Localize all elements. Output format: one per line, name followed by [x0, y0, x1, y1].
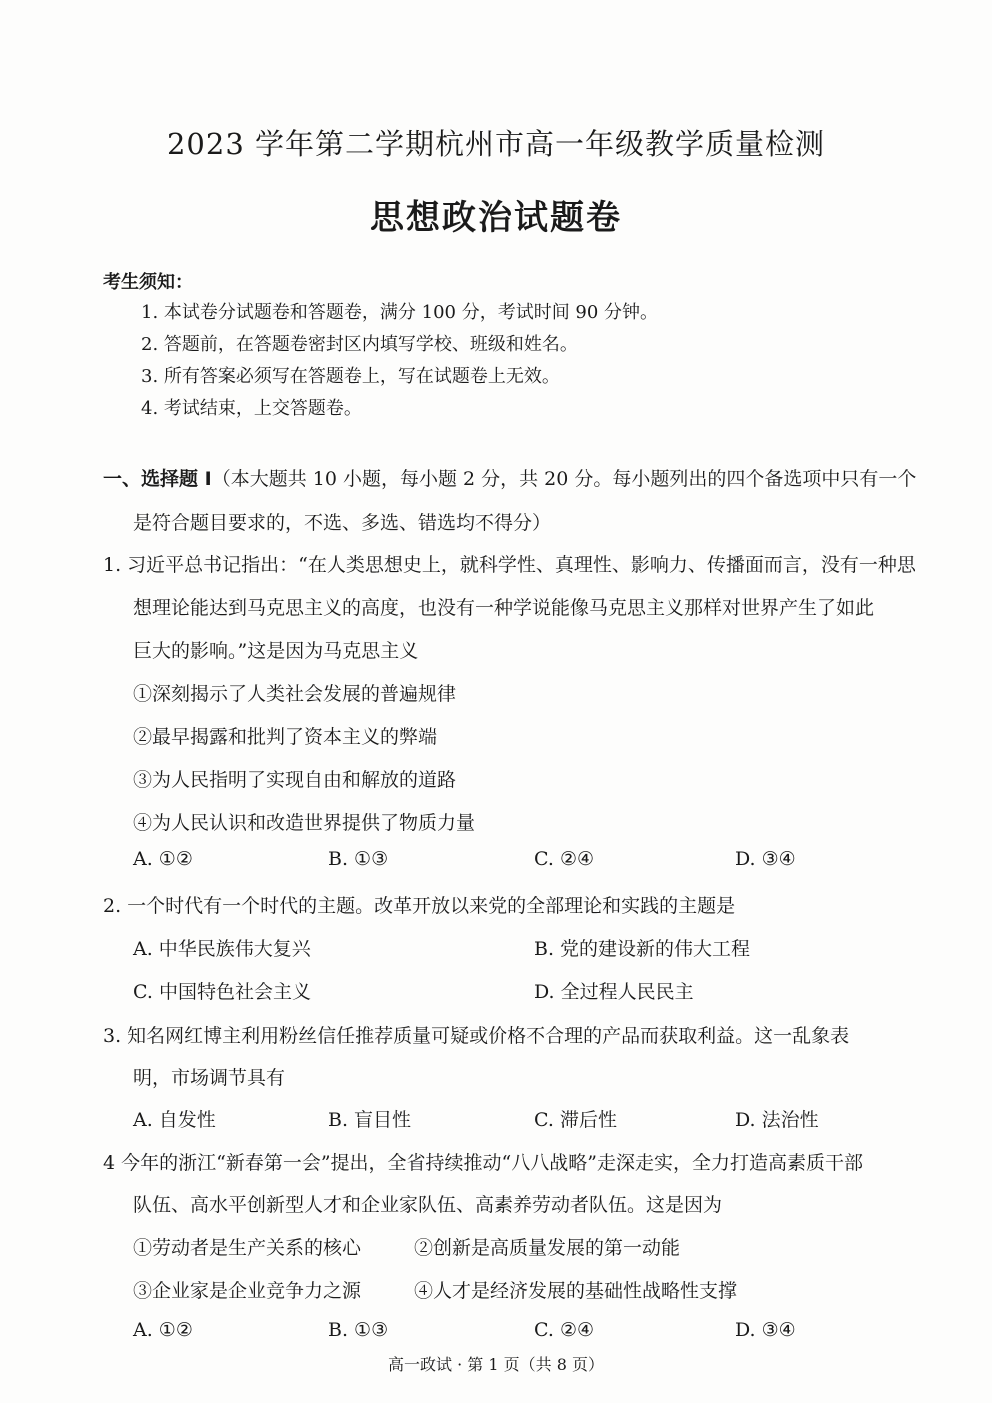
page-footer: 高一政试 · 第 1 页（共 8 页）	[388, 1355, 604, 1374]
question-1-stem: 1. 习近平总书记指出：“在人类思想史上，就科学性、真理性、影响力、传播面而言，没有一种思	[103, 554, 916, 576]
question-4-statement: ②创新是高质量发展的第一动能	[414, 1237, 681, 1259]
question-2-option-b: B. 党的建设新的伟大工程	[534, 938, 751, 960]
question-4-statement: ④人才是经济发展的基础性战略性支撑	[414, 1280, 738, 1302]
question-1-option-d: D. ③④	[735, 848, 796, 870]
question-2-option-a: A. 中华民族伟大复兴	[133, 938, 311, 960]
notice-item: 4. 考试结束，上交答题卷。	[141, 398, 362, 419]
question-4-option-b: B. ①③	[328, 1319, 389, 1341]
question-4-option-c: C. ②④	[534, 1319, 595, 1341]
question-1-statement: ①深刻揭示了人类社会发展的普遍规律	[133, 683, 457, 705]
question-1-option-c: C. ②④	[534, 848, 595, 870]
page-title: 2023 学年第二学期杭州市高一年级教学质量检测	[166, 127, 826, 161]
question-1-statement: ③为人民指明了实现自由和解放的道路	[133, 769, 457, 791]
question-3-stem-cont: 明，市场调节具有	[133, 1067, 286, 1089]
notice-item: 1. 本试卷分试题卷和答题卷，满分 100 分，考试时间 90 分钟。	[141, 302, 659, 323]
question-1-stem-cont: 巨大的影响。”这是因为马克思主义	[133, 640, 419, 662]
question-4-option-a: A. ①②	[133, 1319, 193, 1341]
question-2-option-d: D. 全过程人民民主	[534, 981, 694, 1003]
notice-item: 3. 所有答案必须写在答题卷上，写在试题卷上无效。	[141, 366, 560, 387]
section-label: 一、选择题 I	[103, 468, 212, 490]
question-2-stem: 2. 一个时代有一个时代的主题。改革开放以来党的全部理论和实践的主题是	[103, 895, 736, 917]
question-1-option-a: A. ①②	[133, 848, 193, 870]
question-3-option-b: B. 盲目性	[328, 1109, 412, 1131]
section-heading	[103, 464, 916, 491]
notice-item: 2. 答题前，在答题卷密封区内填写学校、班级和姓名。	[141, 334, 578, 355]
question-3-option-d: D. 法治性	[735, 1109, 819, 1131]
question-4-statement: ①劳动者是生产关系的核心	[133, 1237, 362, 1259]
question-4-stem-cont: 队伍、高水平创新型人才和企业家队伍、高素养劳动者队伍。这是因为	[133, 1194, 723, 1216]
notice-heading: 考生须知：	[103, 272, 193, 293]
question-3-option-c: C. 滞后性	[534, 1109, 617, 1131]
page-subtitle: 思想政治试题卷	[370, 198, 622, 238]
question-1-statement: ④为人民认识和改造世界提供了物质力量	[133, 812, 476, 834]
question-1-stem-cont: 想理论能达到马克思主义的高度，也没有一种学说能像马克思主义那样对世界产生了如此	[133, 597, 875, 619]
question-4-stem: 4 今年的浙江“新春第一会”提出，全省持续推动“八八战略”走深走实，全力打造高素质干部	[103, 1152, 863, 1174]
section-instructions-cont: 是符合题目要求的，不选、多选、错选均不得分）	[133, 512, 552, 534]
question-4-statement: ③企业家是企业竞争力之源	[133, 1280, 362, 1302]
question-3-stem: 3. 知名网红博主利用粉丝信任推荐质量可疑或价格不合理的产品而获取利益。这一乱象表	[103, 1025, 850, 1047]
question-3-option-a: A. 自发性	[133, 1109, 216, 1131]
question-1-option-b: B. ①③	[328, 848, 389, 870]
section-instructions: （本大题共 10 小题，每小题 2 分，共 20 分。每小题列出的四个备选项中只有一个	[211, 468, 917, 490]
question-4-option-d: D. ③④	[735, 1319, 796, 1341]
question-1-statement: ②最早揭露和批判了资本主义的弊端	[133, 726, 438, 748]
question-2-option-c: C. 中国特色社会主义	[133, 981, 311, 1003]
